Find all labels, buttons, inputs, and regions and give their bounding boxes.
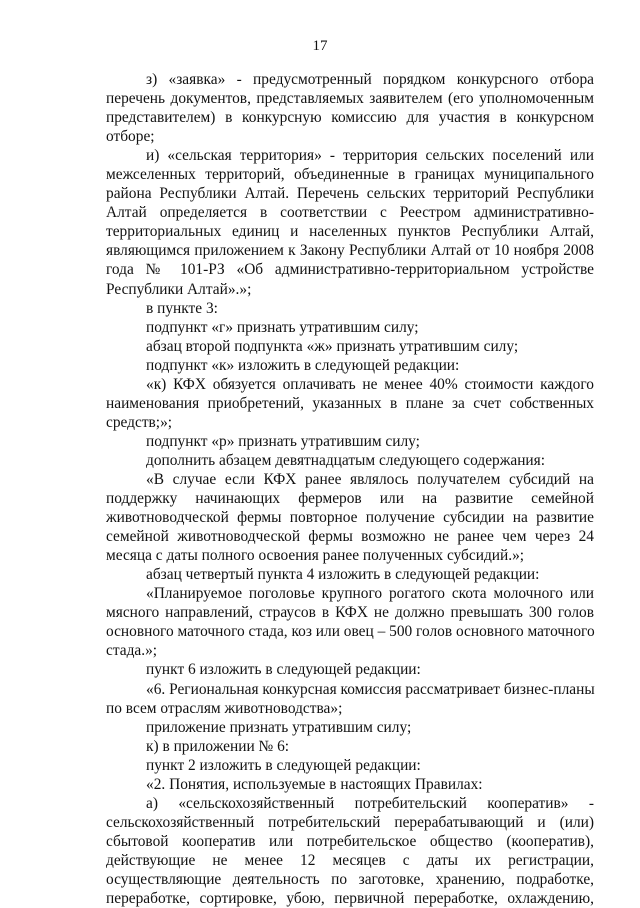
text-line: и) «сельская территория» - территория сельских поселений или [146, 147, 594, 165]
text-line: абзац второй подпункта «ж» признать утратившим силу; [146, 337, 519, 355]
text-line: являющимся приложением к Закону Республики Алтай от 10 ноября 2008 [106, 242, 594, 260]
text-line: представителем) в конкурсную комиссию для участия в конкурсном [106, 109, 594, 127]
text-line: приложение признать утратившим силу; [146, 718, 412, 736]
text-line: дополнить абзацем девятнадцатым следующего содержания: [146, 451, 546, 469]
text-line: района Республики Алтай. Перечень сельских территорий Республики [106, 185, 594, 203]
text-line: подпункт «к» изложить в следующей редакции: [146, 356, 460, 374]
text-line: наименования приобретений, указанных в плане за счет собственных [106, 394, 594, 412]
text-line: подпункт «р» признать утратившим силу; [146, 432, 420, 450]
text-line: межселенных территорий, объединенные в границах муниципального [106, 166, 594, 184]
text-line: пункт 6 изложить в следующей редакции: [146, 661, 421, 679]
text-line: животноводческой фермы повторное получение субсидии на развитие [106, 509, 594, 527]
text-line: семейной животноводческой фермы возможно не ранее чем через 24 [106, 528, 594, 546]
text-line: «к) КФХ обязуется оплачивать не менее 40% стоимости каждого [146, 375, 594, 393]
text-line: средств;»; [106, 413, 173, 431]
text-line: пункт 2 изложить в следующей редакции: [146, 756, 421, 774]
text-line: а) «сельскохозяйственный потребительский кооператив» - [146, 794, 594, 812]
text-line: отборе; [106, 128, 155, 146]
text-line: сельскохозяйственный потребительский перерабатывающий и (или) [106, 813, 594, 831]
text-line: основного маточного стада, коз или овец – 500 голов основного маточного [106, 623, 595, 641]
text-line: Республики Алтай».»; [106, 280, 252, 298]
text-line: в пункте 3: [146, 299, 218, 317]
text-line: по всем отраслям животноводства»; [106, 699, 343, 717]
text-line: сбытовой кооператив или потребительское общество (кооператив), [106, 832, 594, 850]
text-line: «6. Региональная конкурсная комиссия рассматривает бизнес-планы [146, 680, 595, 698]
text-line: территориальных единиц и населенных пунктов Республики Алтай, [106, 223, 594, 241]
text-line: «2. Понятия, используемые в настоящих Правилах: [146, 775, 483, 793]
text-line: перечень документов, представляемых заявителем (его уполномоченным [106, 90, 594, 108]
text-line: з) «заявка» - предусмотренный порядком конкурсного отбора [146, 71, 594, 88]
text-line: мясного направлений, страусов в КФХ не должно превышать 300 голов [106, 604, 594, 622]
text-line: «В случае если КФХ ранее являлось получателем субсидий на [146, 470, 594, 488]
text-line: осуществляющие деятельность по заготовке, хранению, подработке, [106, 870, 594, 888]
text-line: к) в приложении № 6: [146, 737, 290, 755]
document-body [106, 70, 594, 908]
text-line: абзац четвертый пункта 4 изложить в следующей редакции: [146, 566, 540, 584]
text-line: подпункт «г» признать утратившим силу; [146, 318, 419, 336]
text-line: стада.»; [106, 642, 158, 660]
text-line: месяца с даты полного освоения ранее полученных субсидий.»; [106, 547, 525, 565]
text-line: действующие не менее 12 месяцев с даты их регистрации, [106, 851, 594, 869]
text-line: «Планируемое поголовье крупного рогатого скота молочного или [146, 585, 594, 603]
text-line: переработке, сортировке, убою, первичной переработке, охлаждению, [106, 890, 594, 908]
text-line: Алтай определяется в соответствии с Реестром административно- [106, 204, 594, 222]
text-line: поддержку начинающих фермеров или на развитие семейной [106, 490, 594, 508]
page-number: 17 [312, 38, 328, 54]
text-line: года № 101-РЗ «Об административно-территориальном устройстве [106, 261, 594, 279]
